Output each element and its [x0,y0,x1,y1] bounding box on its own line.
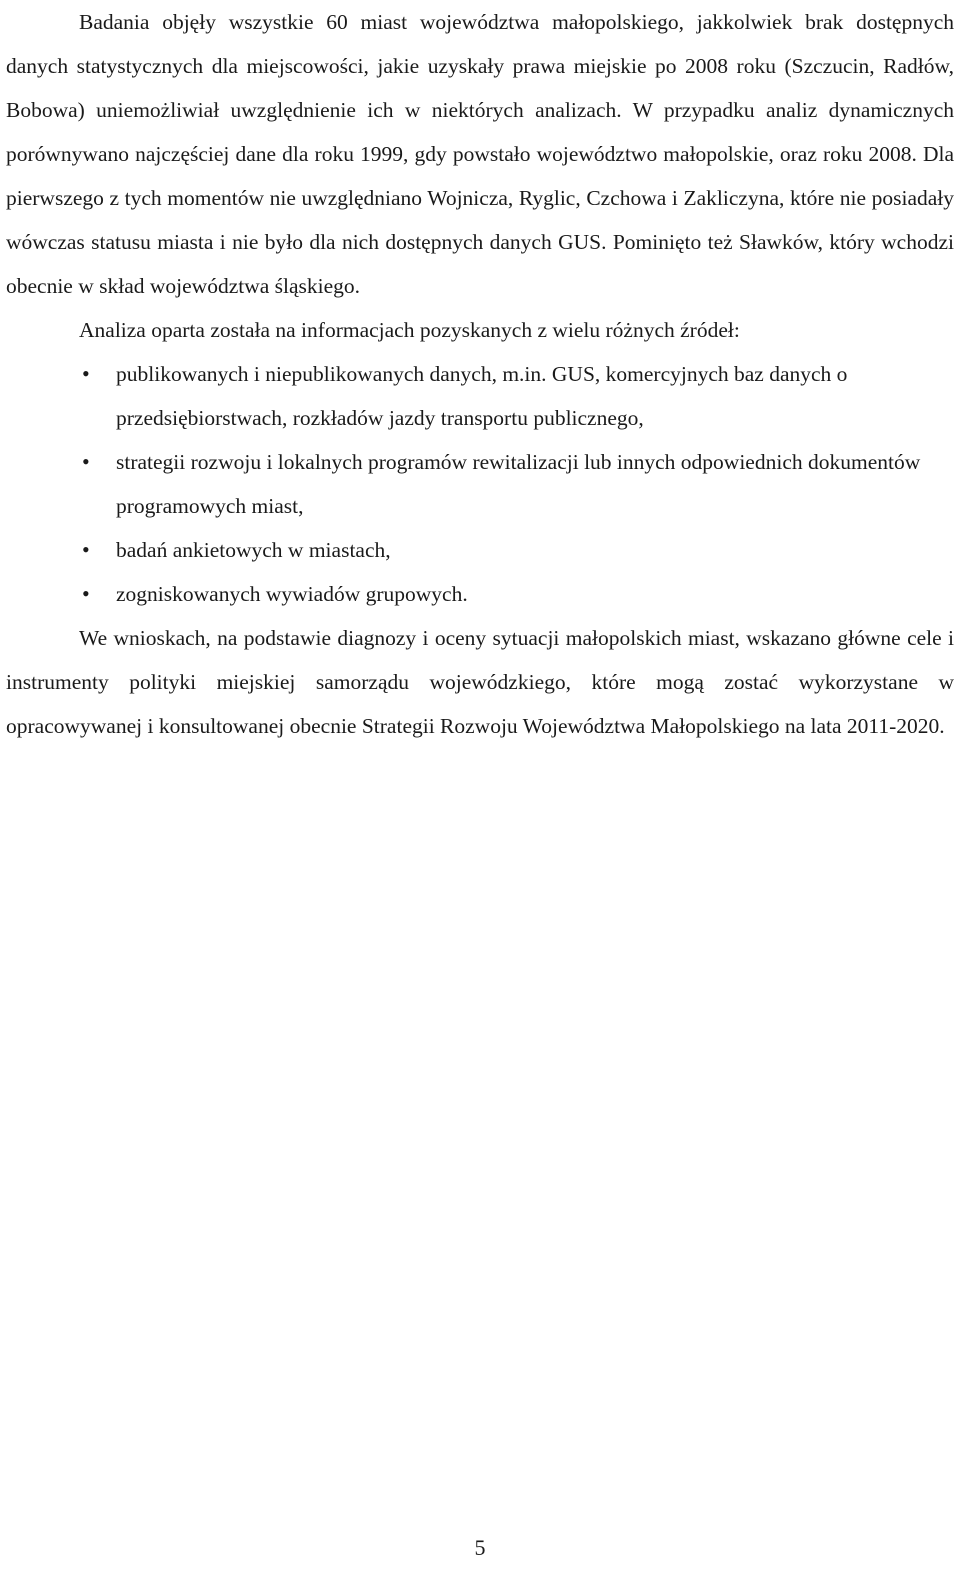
list-item [82,572,954,616]
list-item-text: publikowanych i niepublikowanych danych, m.in. GUS, komercyjnych baz danych o przedsiębiorstwach, rozkładów jazdy transportu publicznego, [116,362,848,430]
list-item-text: badań ankietowych w miastach, [116,538,391,562]
paragraph-conclusions: We wnioskach, na podstawie diagnozy i oceny sytuacji małopolskich miast, wskazano główne cele i instrumenty polityki miejskiej samorządu wojewódzkiego, które mogą zostać wykorzystane w opracowywanej i konsultowanej obecnie Strategii Rozwoju Województwa Małopolskiego na lata 2011-2020. [6,626,954,738]
document-body [6,0,954,748]
bullet-icon: • [82,537,90,562]
page-number: 5 [474,1535,486,1560]
bullet-icon: • [82,449,90,474]
bullet-icon: • [82,361,90,386]
list-item [82,352,954,440]
list-item [82,528,954,572]
list-item-text: zogniskowanych wywiadów grupowych. [116,582,468,606]
paragraph-sources-intro: Analiza oparta została na informacjach pozyskanych z wielu różnych źródeł: [79,318,740,342]
sources-list [6,352,954,616]
bullet-icon: • [82,581,90,606]
paragraph-research-scope: Badania objęły wszystkie 60 miast województwa małopolskiego, jakkolwiek brak dostępnych danych statystycznych dla miejscowości, jakie uzyskały prawa miejskie po 2008 roku (Szczucin, Radłów, Bobowa) uniemożliwiał uwzględnienie ich w niektórych analizach. W przypadku analiz dynamicznych porównywano najczęściej dane dla roku 1999, gdy powstało województwo małopolskie, oraz roku 2008. Dla pierwszego z tych momentów nie uwzględniano Wojnicza, Ryglic, Czchowa i Zakliczyna, które nie posiadały wówczas statusu miasta i nie było dla nich dostępnych danych GUS. Pominięto też Sławków, który wchodzi obecnie w skład województwa śląskiego. [6,10,954,298]
list-item [82,440,954,528]
list-item-text: strategii rozwoju i lokalnych programów rewitalizacji lub innych odpowiednich dokumentów programowych miast, [116,450,921,518]
